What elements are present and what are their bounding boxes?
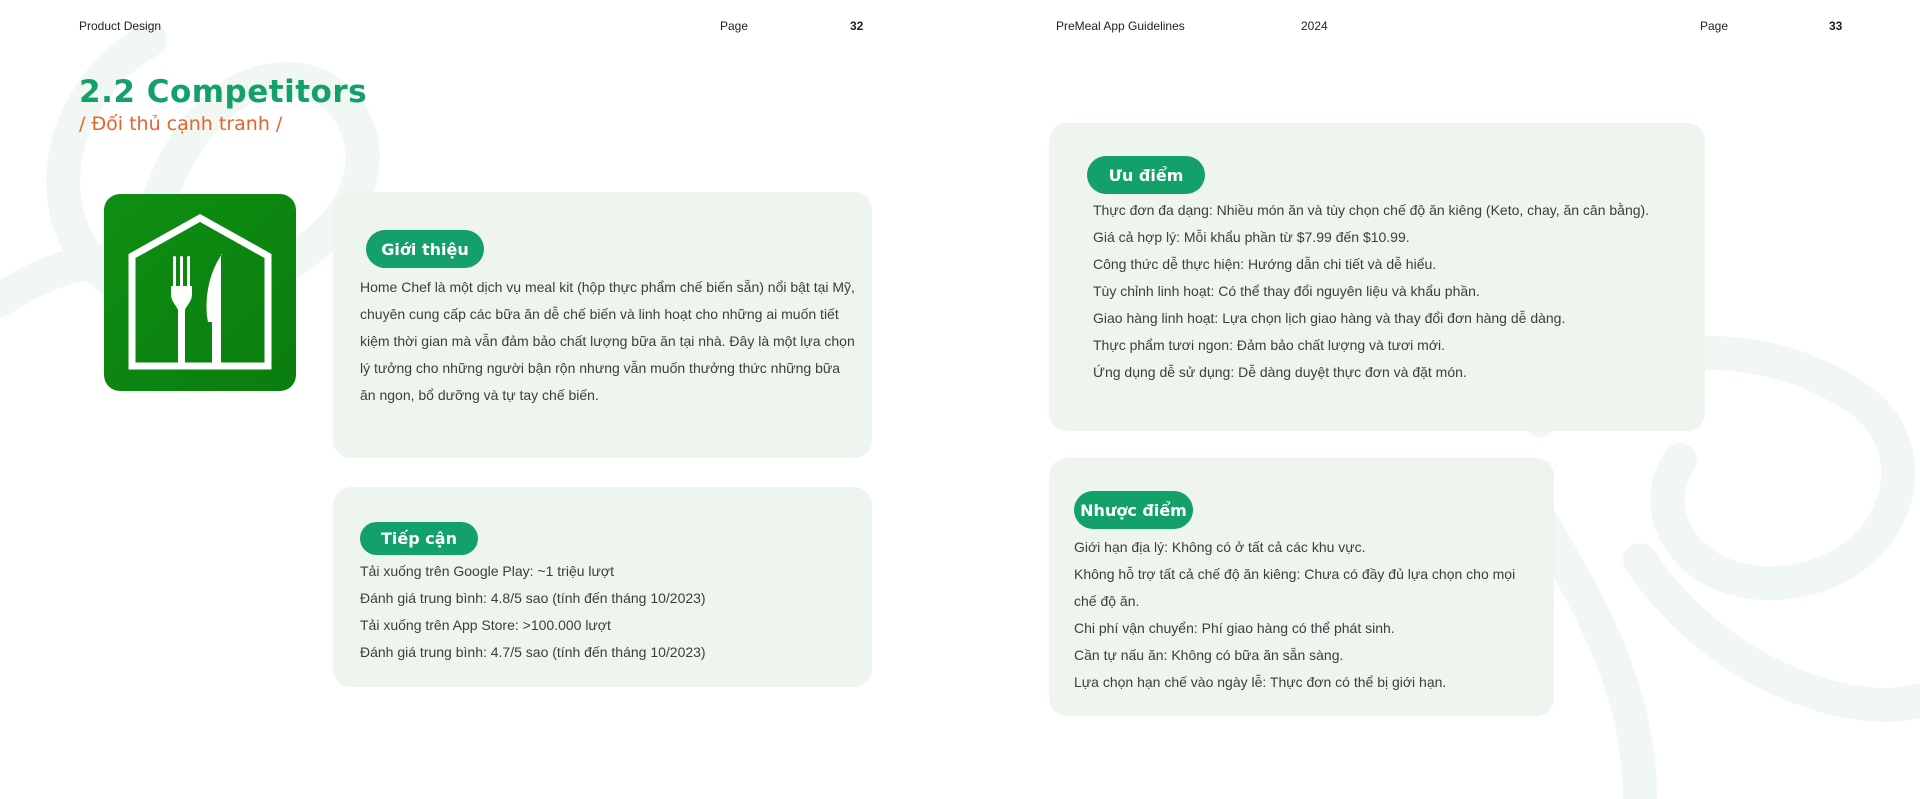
reach-label-pill: Tiếp cận	[360, 522, 478, 555]
list-item: Tải xuống trên App Store: >100.000 lượt	[360, 617, 611, 633]
cons-list	[1074, 534, 1534, 696]
header-page-label-right: Page	[1700, 19, 1729, 33]
list-item: Tải xuống trên Google Play: ~1 triệu lượt	[360, 563, 614, 579]
header-guidelines-label: PreMeal App Guidelines	[1056, 19, 1185, 33]
list-item: Cần tự nấu ăn: Không có bữa ăn sẵn sàng.	[1074, 647, 1344, 663]
list-item: Giá cả hợp lý: Mỗi khẩu phần từ $7.99 đến $10.99.	[1093, 229, 1410, 245]
reach-list	[360, 558, 855, 666]
cons-label-pill: Nhược điểm	[1074, 491, 1193, 529]
list-item: Thực đơn đa dạng: Nhiều món ăn và tùy chọn chế độ ăn kiêng (Keto, chay, ăn cân bằng).	[1093, 202, 1650, 218]
list-item: Ứng dụng dễ sử dụng: Dễ dàng duyệt thực đơn và đặt món.	[1093, 364, 1467, 380]
section-title: 2.2 Competitors	[79, 74, 368, 110]
list-item: Thực phẩm tươi ngon: Đảm bảo chất lượng và tươi mới.	[1093, 337, 1446, 353]
header-page-number-right: 33	[1829, 19, 1843, 33]
list-item: Giới hạn địa lý: Không có ở tất cả các khu vực.	[1074, 539, 1366, 555]
pros-card	[1049, 123, 1705, 431]
intro-label-pill: Giới thiệu	[366, 230, 484, 268]
header-page-label-left: Page	[720, 19, 749, 33]
home-chef-logo	[104, 194, 296, 391]
intro-text: Home Chef là một dịch vụ meal kit (hộp thực phẩm chế biến sẵn) nổi bật tại Mỹ, chuyên cung cấp các bữa ăn dễ chế biến và linh hoạt cho những ai muốn tiết kiệm thời gian mà vẫn đảm bảo chất lượng bữa ăn tại nhà. Đây là một lựa chọn lý tưởng cho những người bận rộn nhưng vẫn muốn thưởng thức những bữa ăn ngon, bổ dưỡng và tự tay chế biến.	[360, 279, 855, 403]
list-item: Công thức dễ thực hiện: Hướng dẫn chi tiết và dễ hiểu.	[1093, 256, 1437, 272]
header-page-number-left: 32	[850, 19, 864, 33]
pros-list	[1093, 197, 1673, 386]
list-item: Đánh giá trung bình: 4.8/5 sao (tính đến tháng 10/2023)	[360, 590, 706, 606]
list-item: Lựa chọn hạn chế vào ngày lễ: Thực đơn có thể bị giới hạn.	[1074, 674, 1447, 690]
home-chef-logo-icon	[104, 194, 296, 391]
list-item: Giao hàng linh hoạt: Lựa chọn lịch giao hàng và thay đổi đơn hàng dễ dàng.	[1093, 310, 1566, 326]
header-year: 2024	[1301, 19, 1328, 33]
pros-label-pill: Ưu điểm	[1087, 156, 1205, 194]
header-doc-label: Product Design	[79, 19, 162, 33]
section-subtitle: / Đối thủ cạnh tranh /	[79, 113, 283, 135]
intro-card	[333, 192, 872, 458]
list-item: Đánh giá trung bình: 4.7/5 sao (tính đến tháng 10/2023)	[360, 644, 706, 660]
list-item: Chi phí vận chuyển: Phí giao hàng có thể phát sinh.	[1074, 620, 1395, 636]
reach-card	[333, 487, 872, 687]
cons-card	[1049, 458, 1554, 716]
list-item: Không hỗ trợ tất cả chế độ ăn kiêng: Chưa có đầy đủ lựa chọn cho mọi chế độ ăn.	[1074, 566, 1516, 609]
list-item: Tùy chỉnh linh hoạt: Có thể thay đổi nguyên liệu và khẩu phần.	[1093, 283, 1480, 299]
